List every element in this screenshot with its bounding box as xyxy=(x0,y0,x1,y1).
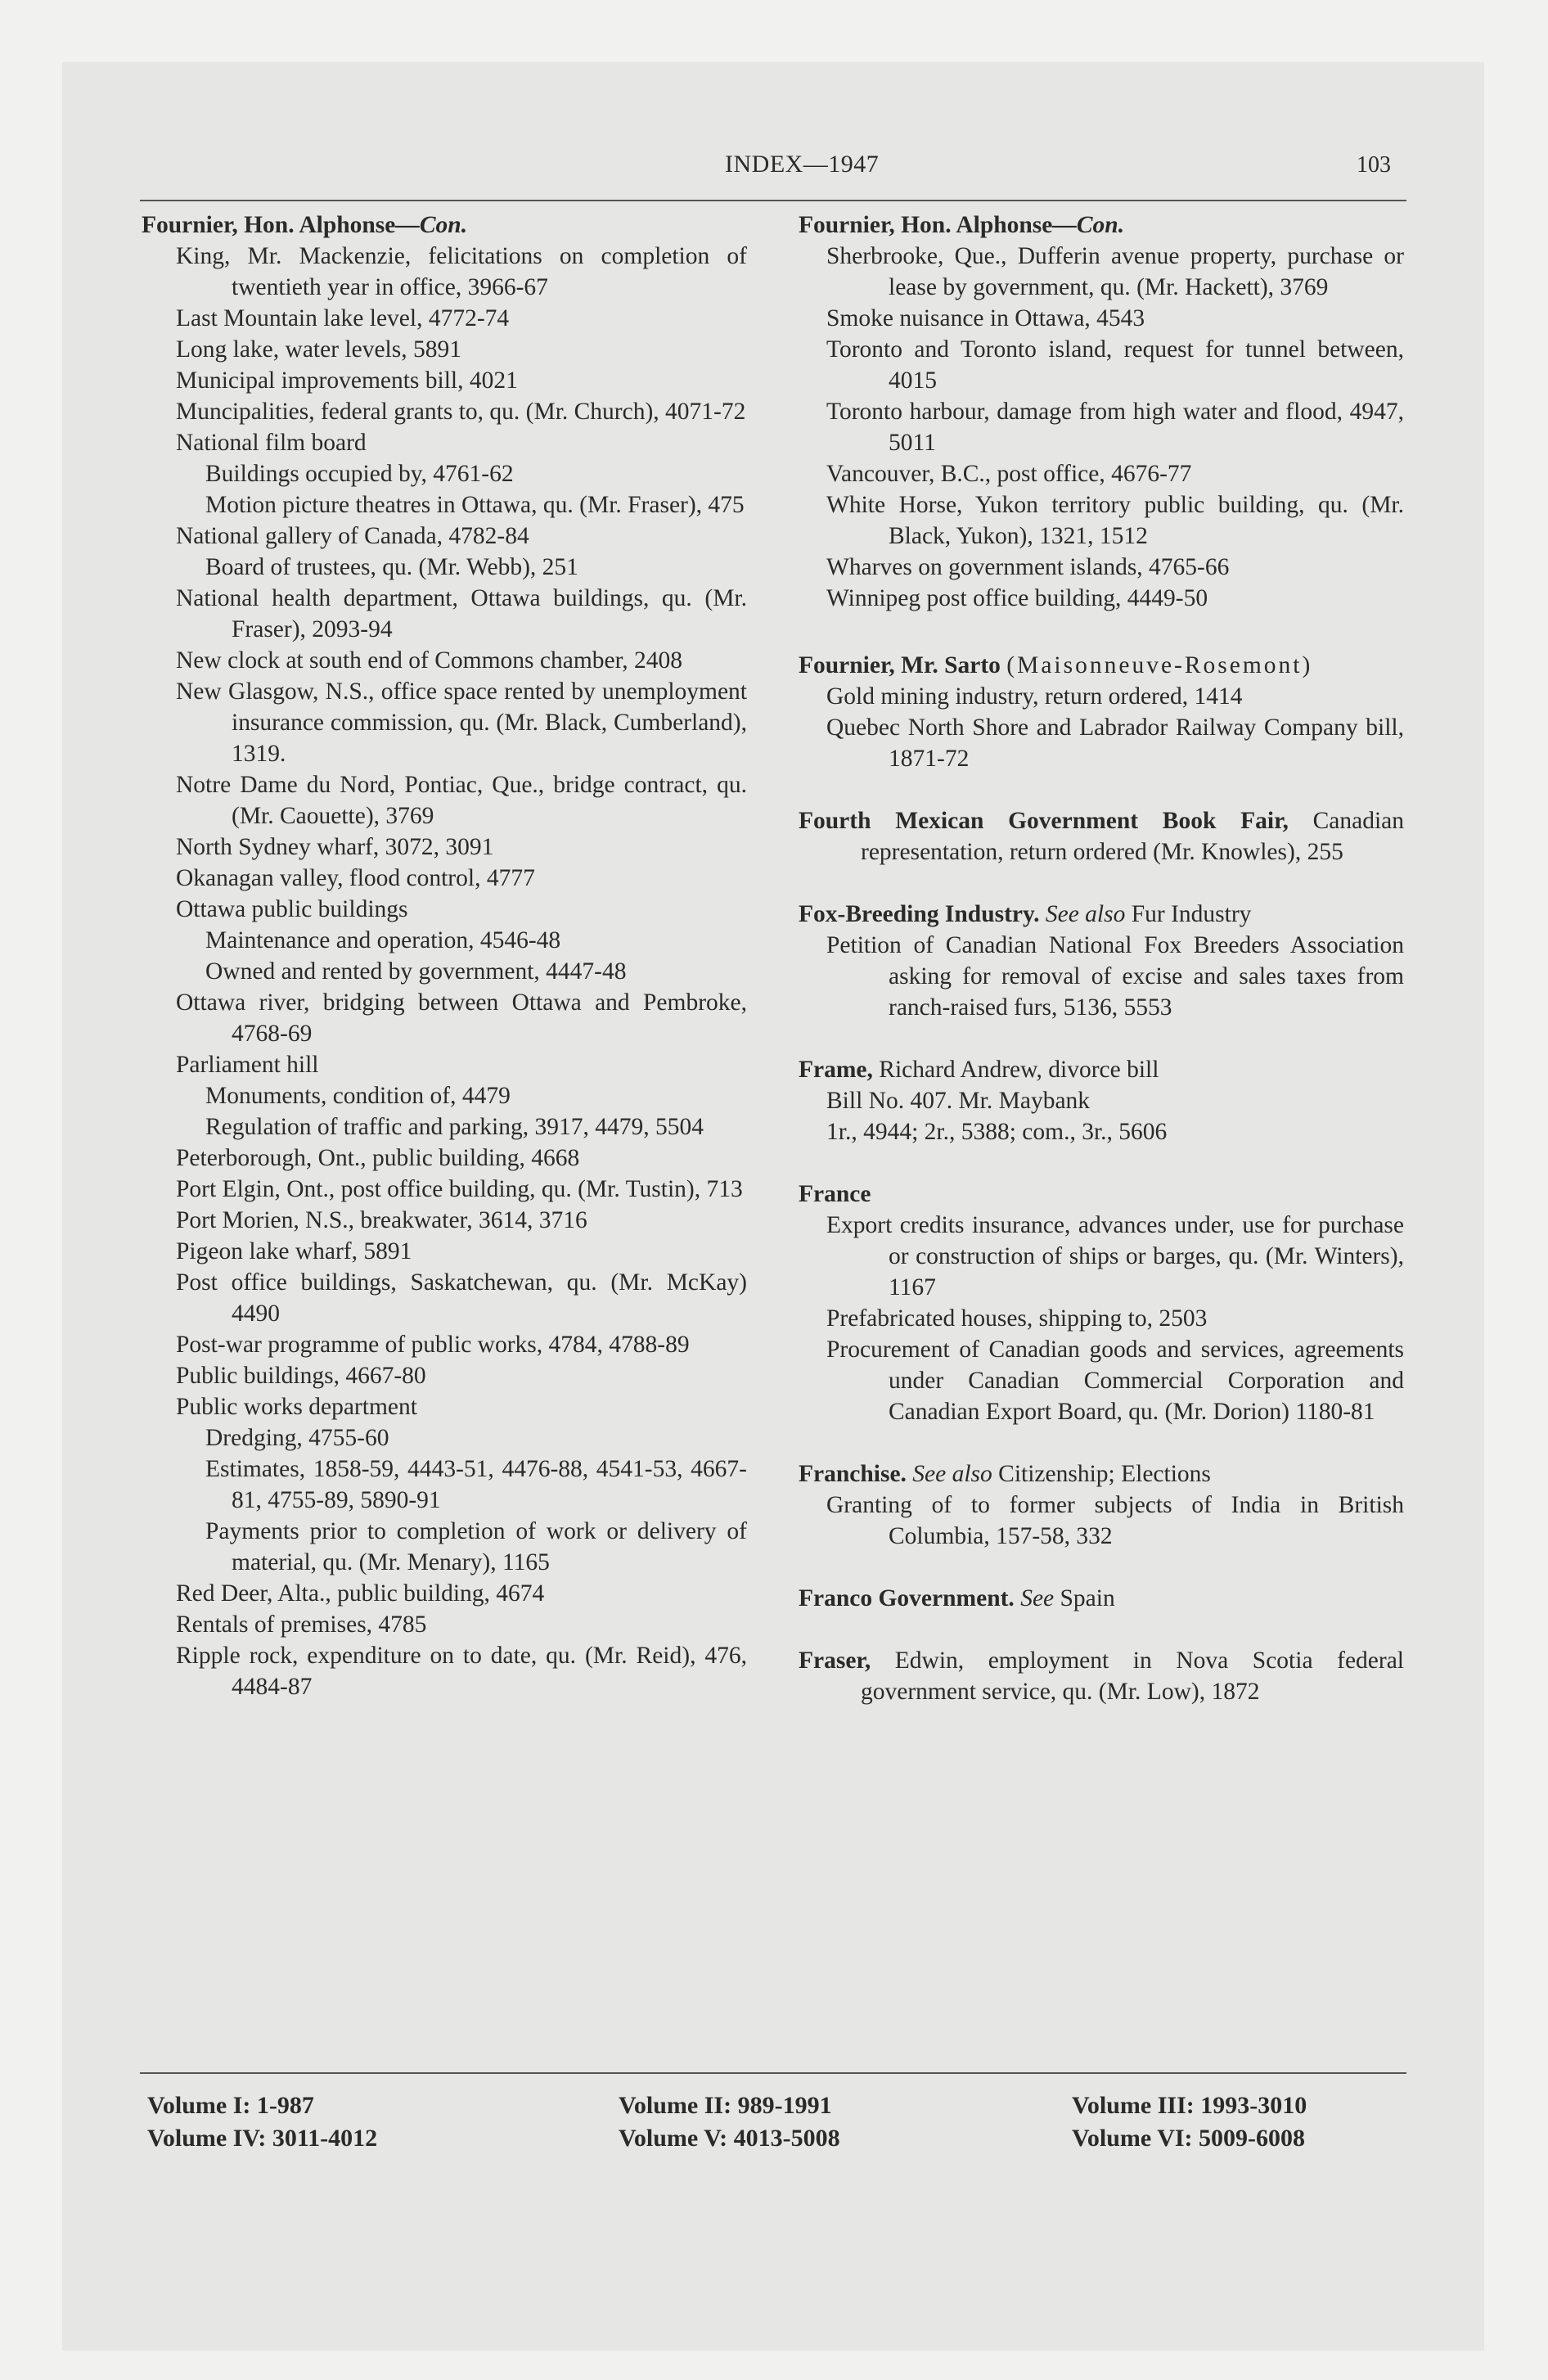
index-item: New Glasgow, N.S., office space rented by unemployment insurance commission, qu. (Mr. Black, Cumberland), 1319. xyxy=(176,678,747,767)
index-entry xyxy=(799,899,1404,1023)
entry-heading-rest: Richard Andrew, divorce bill xyxy=(879,1057,1159,1083)
entry-heading xyxy=(799,650,1404,681)
index-item: Procurement of Canadian goods and services, agreements under Canadian Commercial Corporation and Canadian Export Board, qu. (Mr. Dorion) 1180-81 xyxy=(826,1336,1404,1425)
index-item: Toronto and Toronto island, request for tunnel between, 4015 xyxy=(826,336,1404,394)
index-item: National film board xyxy=(176,430,367,456)
index-item: Dredging, 4755-60 xyxy=(205,1425,389,1451)
entry-heading-name: Franco Government. xyxy=(799,1585,1015,1611)
entry-items xyxy=(142,241,747,1702)
entry-heading-name: Fournier, Mr. Sarto xyxy=(799,652,1001,678)
index-item: White Horse, Yukon territory public building, qu. (Mr. Black, Yukon), 1321, 1512 xyxy=(826,492,1404,549)
index-entry xyxy=(799,650,1404,774)
index-item: North Sydney wharf, 3072, 3091 xyxy=(176,834,494,860)
index-item: Estimates, 1858-59, 4443-51, 4476-88, 4541-53, 4667-81, 4755-89, 5890-91 xyxy=(205,1456,747,1513)
index-entry xyxy=(799,210,1404,614)
entry-heading-rest: Citizenship; Elections xyxy=(998,1461,1211,1487)
entry-heading-rest: Edwin, employment in Nova Scotia federal government service, qu. (Mr. Low), 1872 xyxy=(861,1648,1404,1705)
index-entry xyxy=(799,1583,1404,1614)
page-title: INDEX—1947 xyxy=(725,151,880,178)
index-item: Ottawa river, bridging between Ottawa and Pembroke, 4768-69 xyxy=(176,989,747,1047)
volume-range: Volume VI: 5009-6008 xyxy=(1072,2125,1306,2152)
entry-items xyxy=(799,1490,1404,1552)
index-item: National gallery of Canada, 4782-84 xyxy=(176,523,529,549)
index-item: Regulation of traffic and parking, 3917, 4479, 5504 xyxy=(205,1114,704,1140)
index-item: Public works department xyxy=(176,1394,417,1420)
entry-heading: France xyxy=(799,1181,871,1207)
footer-rule xyxy=(140,2072,1406,2074)
index-entry xyxy=(799,1179,1404,1427)
entry-heading-name: Franchise. xyxy=(799,1461,907,1487)
index-item: Red Deer, Alta., public building, 4674 xyxy=(176,1580,545,1607)
index-page xyxy=(62,62,1484,2351)
see-also-label: See xyxy=(1020,1585,1055,1611)
index-item: Port Elgin, Ont., post office building, qu. (Mr. Tustin), 713 xyxy=(176,1176,743,1202)
index-item: Public buildings, 4667-80 xyxy=(176,1363,426,1389)
index-item: King, Mr. Mackenzie, felicitations on completion of twentieth year in office, 3966-67 xyxy=(176,243,747,300)
index-item: Post-war programme of public works, 4784, 4788-89 xyxy=(176,1332,690,1358)
index-item: Monuments, condition of, 4479 xyxy=(205,1083,511,1109)
entry-items xyxy=(799,930,1404,1023)
entry-heading xyxy=(799,210,1404,241)
entry-heading xyxy=(799,1054,1404,1085)
entry-heading-rest: Canadian representation, return ordered (Mr. Knowles), 255 xyxy=(861,808,1404,865)
see-also-label: See also xyxy=(1045,901,1126,927)
index-entry xyxy=(142,210,747,1702)
index-item: Peterborough, Ont., public building, 4668 xyxy=(176,1145,580,1171)
index-item: Bill No. 407. Mr. Maybank xyxy=(826,1088,1091,1114)
entry-items xyxy=(799,1210,1404,1427)
entry-heading-name: Frame, xyxy=(799,1057,873,1083)
entry-heading xyxy=(799,1458,1404,1490)
index-item: Quebec North Shore and Labrador Railway Company bill, 1871-72 xyxy=(826,714,1404,772)
entry-heading-rest: (Maisonneuve-Rosemont) xyxy=(1006,652,1313,678)
index-item: Ripple rock, expenditure on to date, qu. (Mr. Reid), 476, 4484-87 xyxy=(176,1643,747,1700)
entry-heading-con: —Con. xyxy=(395,212,468,238)
index-item: Rentals of premises, 4785 xyxy=(176,1611,427,1638)
entry-items xyxy=(799,241,1404,614)
index-item: Prefabricated houses, shipping to, 2503 xyxy=(826,1305,1208,1332)
entry-heading-name: Fox-Breeding Industry. xyxy=(799,901,1040,927)
index-item: Okanagan valley, flood control, 4777 xyxy=(176,865,535,891)
entry-heading xyxy=(799,1645,1404,1707)
entry-heading xyxy=(142,210,747,241)
index-item: Post office buildings, Saskatchewan, qu. (Mr. McKay) 4490 xyxy=(176,1269,747,1327)
entry-heading-name: Fourth Mexican Government Book Fair, xyxy=(799,808,1289,834)
page-number: 103 xyxy=(1357,152,1391,178)
index-item: Sherbrooke, Que., Dufferin avenue property, purchase or lease by government, qu. (Mr. Hackett), 3769 xyxy=(826,243,1404,300)
entry-heading xyxy=(799,805,1404,868)
index-entry xyxy=(799,1458,1404,1552)
index-item: Petition of Canadian National Fox Breeders Association asking for removal of excise and sales taxes from ranch-raised furs, 5136, 5553 xyxy=(826,932,1404,1021)
entry-heading xyxy=(799,1583,1404,1614)
index-item: Last Mountain lake level, 4772-74 xyxy=(176,305,510,331)
index-item: Port Morien, N.S., breakwater, 3614, 3716 xyxy=(176,1207,587,1233)
index-item: Pigeon lake wharf, 5891 xyxy=(176,1238,412,1264)
index-item: Maintenance and operation, 4546-48 xyxy=(205,927,561,953)
right-column xyxy=(799,210,1404,1707)
index-item: Muncipalities, federal grants to, qu. (Mr. Church), 4071-72 xyxy=(176,399,746,425)
entry-heading-name: Fournier, Hon. Alphonse xyxy=(799,212,1053,238)
entry-heading-rest: Spain xyxy=(1060,1585,1115,1611)
index-item: Export credits insurance, advances under, use for purchase or construction of ships or barges, qu. (Mr. Winters), 1167 xyxy=(826,1212,1404,1300)
index-item: Municipal improvements bill, 4021 xyxy=(176,367,518,394)
index-item: Motion picture theatres in Ottawa, qu. (Mr. Fraser), 475 xyxy=(205,492,745,518)
see-also-label: See also xyxy=(912,1461,992,1487)
entry-heading xyxy=(799,899,1404,930)
index-item: Vancouver, B.C., post office, 4676-77 xyxy=(826,461,1192,487)
index-item: Owned and rented by government, 4447-48 xyxy=(205,958,627,985)
index-item: New clock at south end of Commons chamber, 2408 xyxy=(176,647,683,674)
index-item: National health department, Ottawa buildings, qu. (Mr. Fraser), 2093-94 xyxy=(176,585,747,642)
index-item: Buildings occupied by, 4761-62 xyxy=(205,461,514,487)
index-item: 1r., 4944; 2r., 5388; com., 3r., 5606 xyxy=(826,1119,1168,1145)
header-rule xyxy=(140,200,1406,201)
volume-range: Volume I: 1-987 xyxy=(147,2092,314,2119)
index-item: Long lake, water levels, 5891 xyxy=(176,336,461,363)
volume-range: Volume V: 4013-5008 xyxy=(619,2125,840,2152)
index-item: Board of trustees, qu. (Mr. Webb), 251 xyxy=(205,554,578,580)
index-item: Granting of to former subjects of India in British Columbia, 157-58, 332 xyxy=(826,1492,1404,1549)
index-item: Gold mining industry, return ordered, 1414 xyxy=(826,683,1243,710)
index-item: Smoke nuisance in Ottawa, 4543 xyxy=(826,305,1145,331)
index-item: Ottawa public buildings xyxy=(176,896,408,922)
entry-items xyxy=(799,1085,1404,1147)
index-item: Toronto harbour, damage from high water and flood, 4947, 5011 xyxy=(826,399,1404,456)
entry-heading-rest: Fur Industry xyxy=(1131,901,1252,927)
entry-heading-name: Fournier, Hon. Alphonse xyxy=(142,212,396,238)
index-item: Notre Dame du Nord, Pontiac, Que., bridge contract, qu. (Mr. Caouette), 3769 xyxy=(176,772,747,829)
volume-range: Volume II: 989-1991 xyxy=(619,2092,832,2119)
index-entry xyxy=(799,805,1404,868)
volume-range: Volume III: 1993-3010 xyxy=(1072,2092,1307,2119)
index-entry xyxy=(799,1054,1404,1147)
entry-heading-con: —Con. xyxy=(1052,212,1125,238)
left-column xyxy=(142,210,747,1702)
index-item: Winnipeg post office building, 4449-50 xyxy=(826,585,1208,611)
index-item: Wharves on government islands, 4765-66 xyxy=(826,554,1230,580)
page-content xyxy=(62,62,1484,2351)
index-item: Parliament hill xyxy=(176,1052,319,1078)
entry-heading-name: Fraser, xyxy=(799,1648,871,1674)
index-entry xyxy=(799,1645,1404,1707)
volume-range: Volume IV: 3011-4012 xyxy=(147,2125,378,2152)
entry-items xyxy=(799,681,1404,774)
index-item: Payments prior to completion of work or delivery of material, qu. (Mr. Menary), 1165 xyxy=(205,1518,747,1575)
